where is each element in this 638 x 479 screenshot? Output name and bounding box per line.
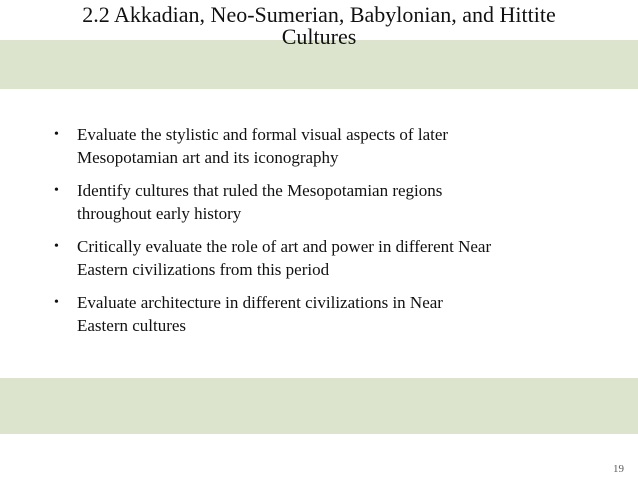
slide-title-line-2: Cultures — [281, 24, 357, 49]
list-item-text-line-1: Identify cultures that ruled the Mesopotamian regions — [77, 181, 443, 200]
list-item-text-line-1: Critically evaluate the role of art and power in different Near — [77, 237, 492, 256]
list-item — [52, 179, 572, 225]
footer-band — [0, 378, 638, 434]
list-item-text-line-1: Evaluate the stylistic and formal visual aspects of later — [77, 125, 449, 144]
list-item-text-line-1: Evaluate architecture in different civilizations in Near — [77, 293, 443, 312]
bullet-icon: • — [54, 239, 59, 254]
list-item-text-line-2: Eastern civilizations from this period — [77, 260, 330, 279]
list-item-text-line-2: throughout early history — [77, 204, 242, 223]
bullet-icon: • — [54, 183, 59, 198]
bullet-icon: • — [54, 127, 59, 142]
list-item — [52, 123, 572, 169]
page-number: 19 — [613, 463, 624, 475]
list-item — [52, 291, 572, 337]
slide-title — [0, 4, 638, 48]
slide-title-line-1: 2.2 Akkadian, Neo-Sumerian, Babylonian, and Hittite — [82, 2, 556, 27]
list-item — [52, 235, 572, 281]
bullet-icon: • — [54, 295, 59, 310]
list-item-text-line-2: Mesopotamian art and its iconography — [77, 148, 339, 167]
list-item-text-line-2: Eastern cultures — [77, 316, 187, 335]
objectives-list — [52, 123, 572, 347]
